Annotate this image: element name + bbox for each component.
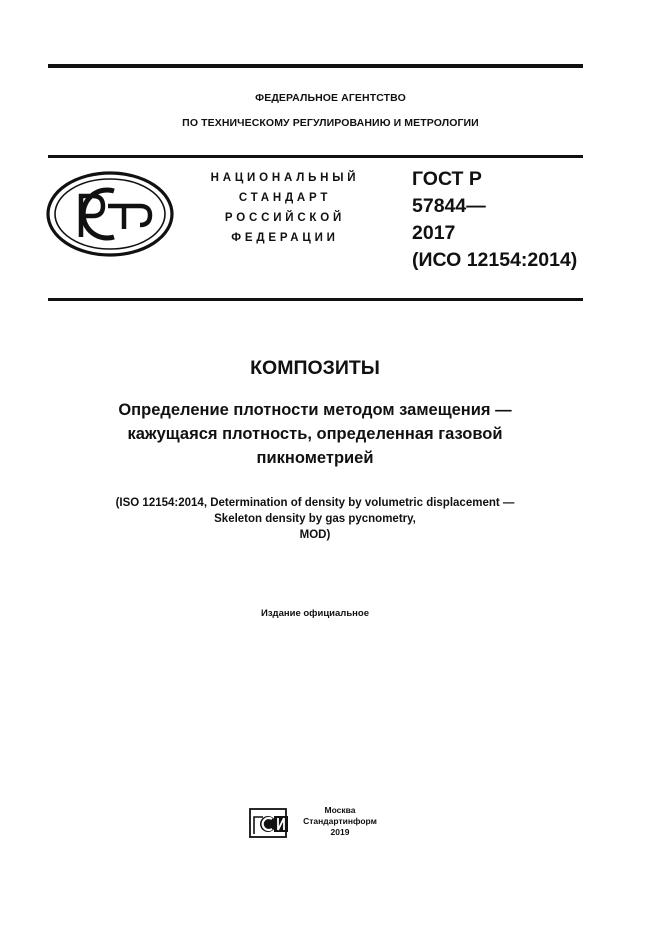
document-title: КОМПОЗИТЫ — [250, 357, 380, 379]
subtitle-line-1: Определение плотности методом замещения — — [118, 401, 512, 419]
iso-reference — [40, 495, 590, 543]
publisher-info — [302, 805, 378, 838]
standard-type-line-1: НАЦИОНАЛЬНЫЙ — [210, 172, 360, 184]
standard-code-line-3: 2017 — [412, 222, 456, 244]
standard-code-line-4: (ИСО 12154:2014) — [412, 249, 578, 271]
standard-code — [412, 166, 592, 274]
publisher-year: 2019 — [330, 827, 350, 837]
standard-type-line-4: ФЕДЕРАЦИИ — [231, 232, 339, 244]
standartinform-logo-icon — [249, 808, 291, 838]
middle-rule — [48, 155, 583, 158]
document-subtitle — [40, 398, 590, 470]
iso-line-1: (ISO 12154:2014, Determination of density by volumetric displacement — — [115, 497, 515, 509]
standard-type-line-3: РОССИЙСКОЙ — [224, 212, 346, 224]
standard-code-line-2: 57844— — [412, 195, 486, 217]
edition-label: Издание официальное — [261, 608, 369, 619]
bottom-rule — [48, 298, 583, 301]
gost-r-logo-icon — [46, 171, 174, 257]
standard-code-line-1: ГОСТ Р — [412, 168, 482, 190]
publisher-city: Москва — [324, 805, 356, 815]
iso-line-2: Skeleton density by gas pycnometry, — [214, 513, 416, 525]
subtitle-line-2: кажущаяся плотность, определенная газовой — [127, 425, 503, 443]
publisher-name: Стандартинформ — [303, 816, 377, 826]
top-rule — [48, 64, 583, 68]
agency-line-1: ФЕДЕРАЛЬНОЕ АГЕНТСТВО — [255, 92, 406, 104]
standard-type-line-2: СТАНДАРТ — [238, 192, 332, 204]
subtitle-line-3: пикнометрией — [256, 449, 374, 467]
agency-line-2: ПО ТЕХНИЧЕСКОМУ РЕГУЛИРОВАНИЮ И МЕТРОЛОГИИ — [182, 117, 479, 129]
iso-line-3: MOD) — [299, 529, 331, 541]
